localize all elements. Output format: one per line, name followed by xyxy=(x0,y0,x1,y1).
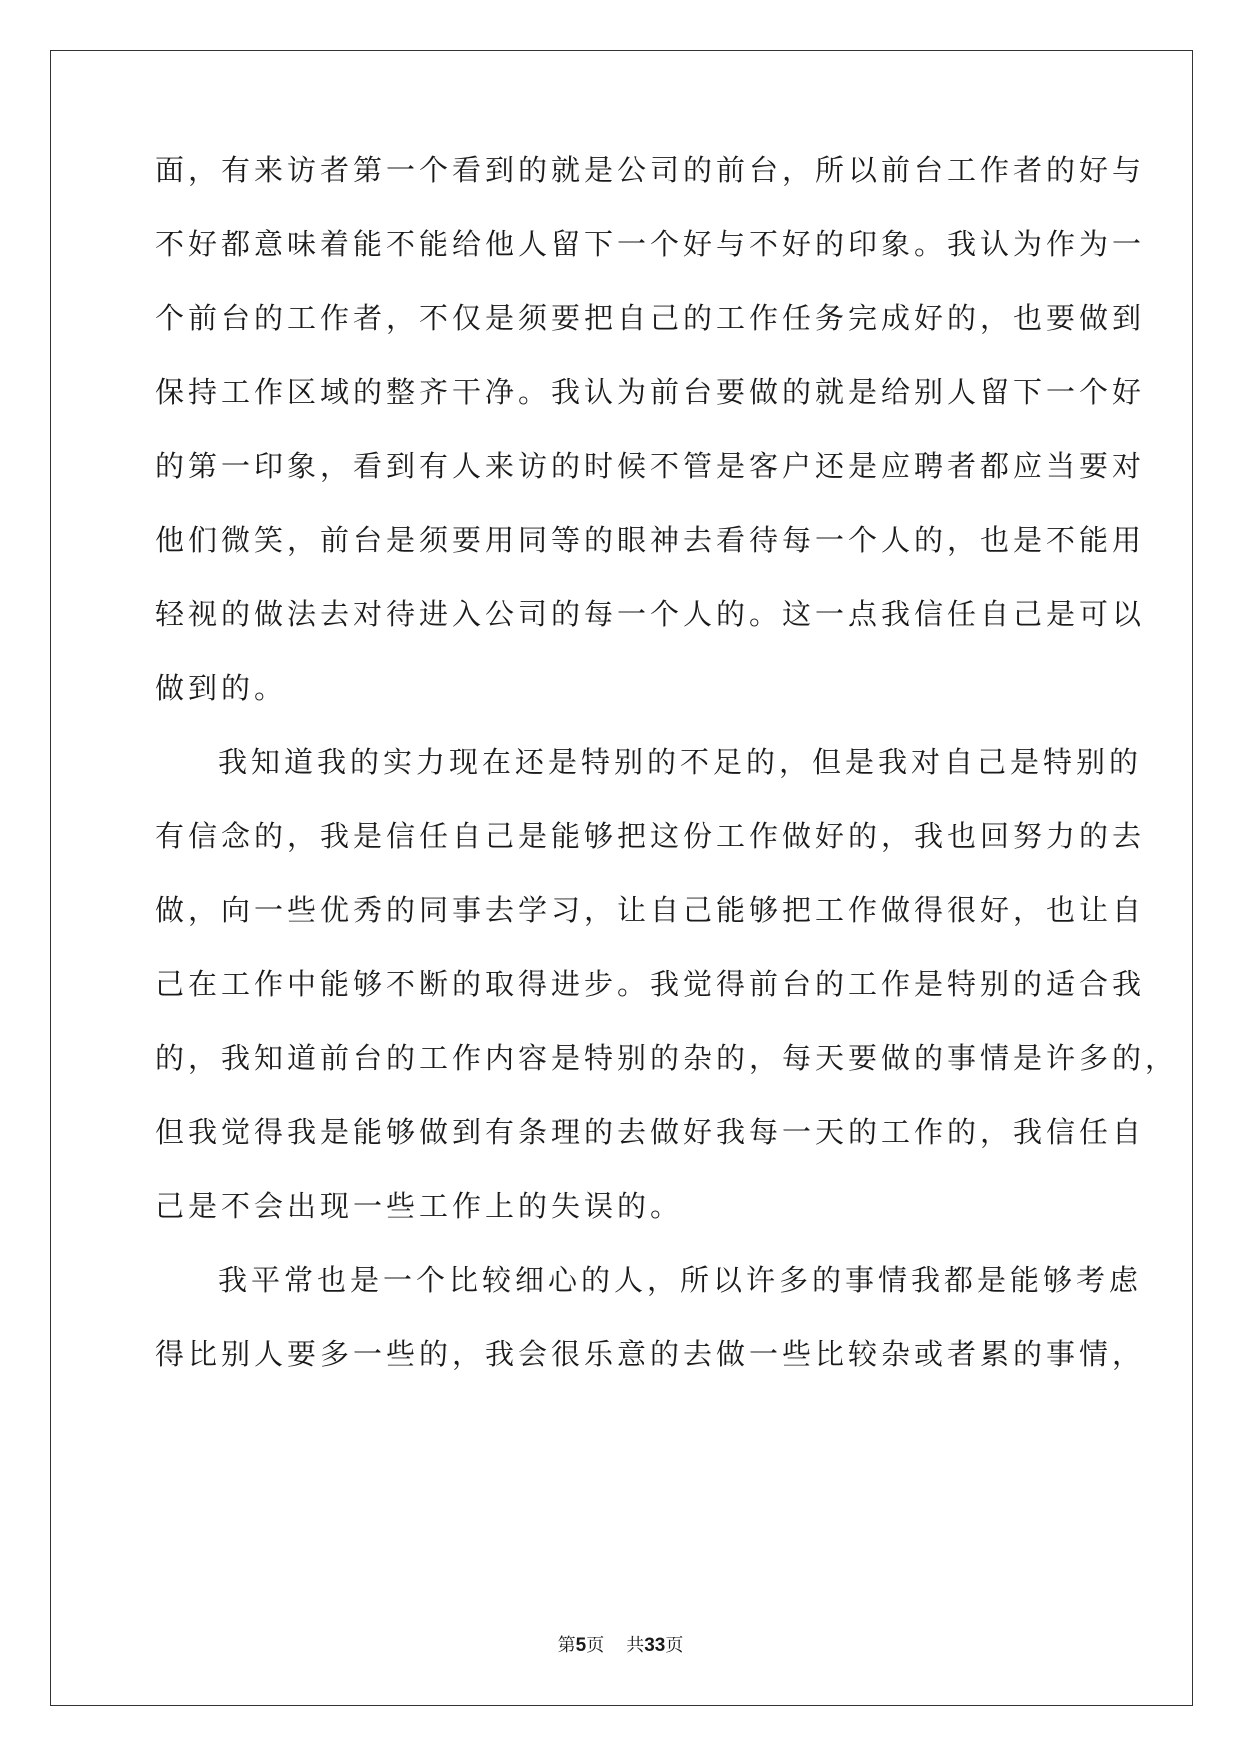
text-line-14: 但我觉得我是能够做到有条理的去做好我每一天的工作的，我信任自 xyxy=(155,1115,1146,1149)
text-line-1: 面，有来访者第一个看到的就是公司的前台，所以前台工作者的好与 xyxy=(155,153,1146,187)
paragraph-start-line-16: 我平常也是一个比较细心的人，所以许多的事情我都是能够考虑 xyxy=(218,1263,1143,1297)
page-label-prefix: 第 xyxy=(557,1635,576,1656)
page-footer xyxy=(0,1634,1241,1658)
text-line-5: 的第一印象，看到有人来访的时候不管是客户还是应聘者都应当要对 xyxy=(155,449,1146,483)
page-label-suffix: 页 xyxy=(586,1635,605,1656)
total-pages: 33 xyxy=(644,1635,666,1656)
text-line-7: 轻视的做法去对待进入公司的每一个人的。这一点我信任自己是可以 xyxy=(155,597,1146,631)
text-line-17: 得比别人要多一些的，我会很乐意的去做一些比较杂或者累的事情， xyxy=(155,1337,1146,1371)
text-line-4: 保持工作区域的整齐干净。我认为前台要做的就是给别人留下一个好 xyxy=(155,375,1146,409)
text-line-3: 个前台的工作者，不仅是须要把自己的工作任务完成好的，也要做到 xyxy=(155,301,1146,335)
text-line-6: 他们微笑，前台是须要用同等的眼神去看待每一个人的，也是不能用 xyxy=(155,523,1146,557)
text-line-2: 不好都意味着能不能给他人留下一个好与不好的印象。我认为作为一 xyxy=(155,227,1146,261)
text-line-10: 有信念的，我是信任自己是能够把这份工作做好的，我也回努力的去 xyxy=(155,819,1146,853)
total-label-suffix: 页 xyxy=(665,1635,684,1656)
text-line-15: 己是不会出现一些工作上的失误的。 xyxy=(155,1189,684,1223)
total-label-prefix: 共 xyxy=(626,1635,645,1656)
page-number: 5 xyxy=(575,1635,587,1656)
text-line-12: 己在工作中能够不断的取得进步。我觉得前台的工作是特别的适合我 xyxy=(155,967,1146,1001)
paragraph-start-line-9: 我知道我的实力现在还是特别的不足的，但是我对自己是特别的 xyxy=(218,745,1143,779)
text-line-11: 做，向一些优秀的同事去学习，让自己能够把工作做得很好，也让自 xyxy=(155,893,1146,927)
text-line-13: 的，我知道前台的工作内容是特别的杂的，每天要做的事情是许多的， xyxy=(155,1041,1179,1075)
text-line-8: 做到的。 xyxy=(155,671,288,705)
